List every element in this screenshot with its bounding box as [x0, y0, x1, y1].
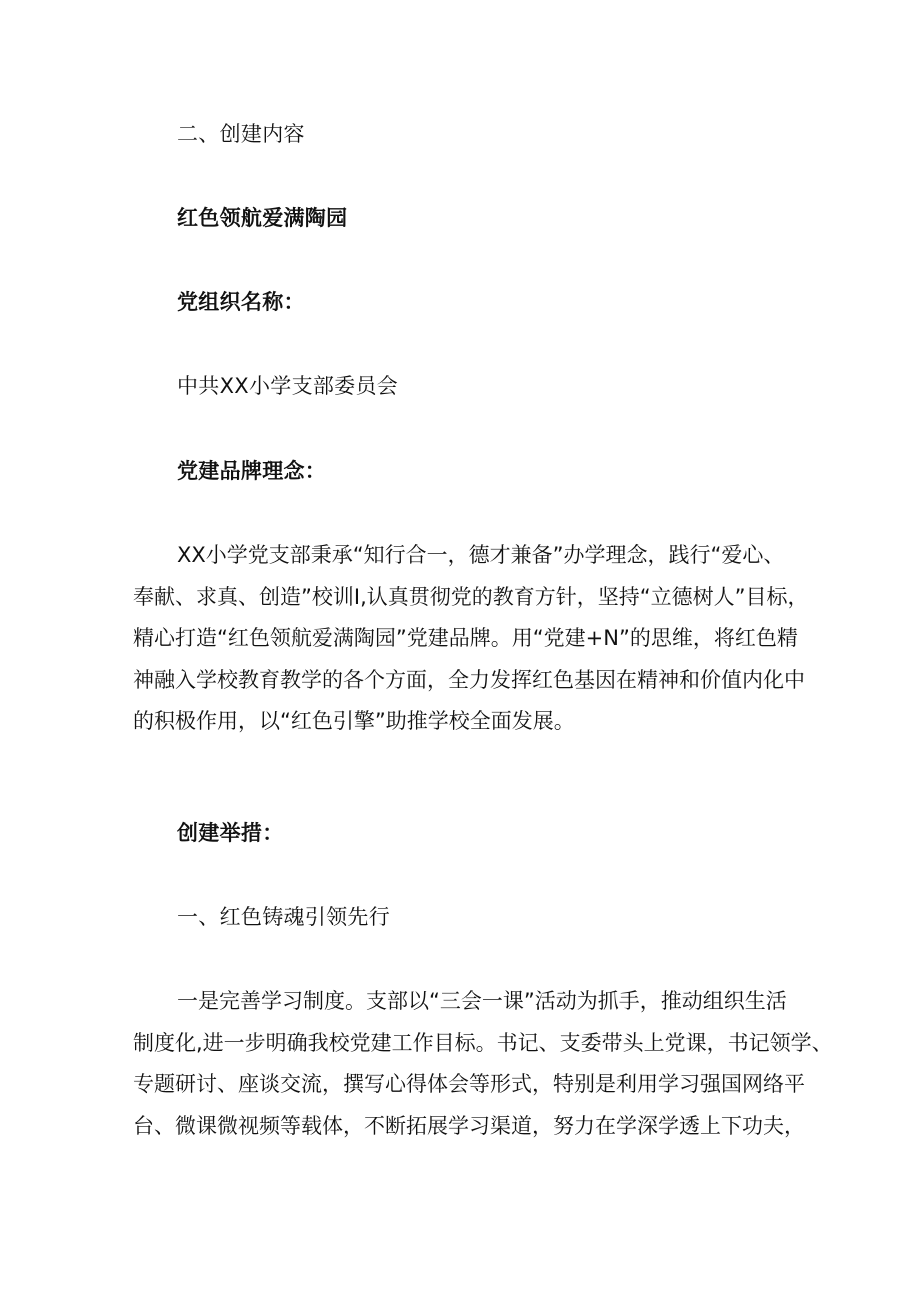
concept-paragraph [133, 535, 809, 743]
paragraph-line: 制度化,进一步明确我校党建工作目标。书记、支委带头上党课，书记领学、 [133, 1030, 833, 1055]
paragraph-line: XX小学党支部秉承“知行合一，德才兼备”办学理念，践行“爱心、 [177, 543, 785, 567]
paragraph-line: 精心打造“红色领航爱满陶园”党建品牌。用“党建+N”的思维，将红色精 [133, 626, 798, 650]
section-heading: 二、创建内容 [177, 122, 305, 146]
paragraph-line: 奉献、求真、创造”校训I,认真贯彻党的教育方针，坚持“立德树人”目标， [133, 584, 809, 609]
measures-label: 创建举措： [177, 821, 284, 845]
subsection-heading: 一、红色铸魂引领先行 [177, 905, 390, 929]
paragraph-line: 专题研讨、座谈交流，撰写心得体会等形式，特别是利用学习强国网络平 [133, 1072, 805, 1096]
brand-title: 红色领航爱满陶园 [177, 206, 348, 230]
paragraph-line: 一是完善学习制度。支部以“三会一课”活动为抓手，推动组织生活 [177, 989, 787, 1013]
org-name-value: 中共XX小学支部委员会 [177, 374, 399, 398]
org-name-label: 党组织名称： [177, 290, 305, 314]
paragraph-line: 的积极作用，以“红色引擎”助推学校全面发展。 [133, 709, 575, 733]
study-paragraph [133, 981, 833, 1147]
paragraph-line: 神融入学校教育教学的各个方面，全力发挥红色基因在精神和价值内化中 [133, 667, 805, 692]
paragraph-line: 台、微课微视频等载体，不断拓展学习渠道，努力在学深学透上下功夫， [133, 1113, 805, 1138]
concept-label: 党建品牌理念： [177, 459, 327, 483]
